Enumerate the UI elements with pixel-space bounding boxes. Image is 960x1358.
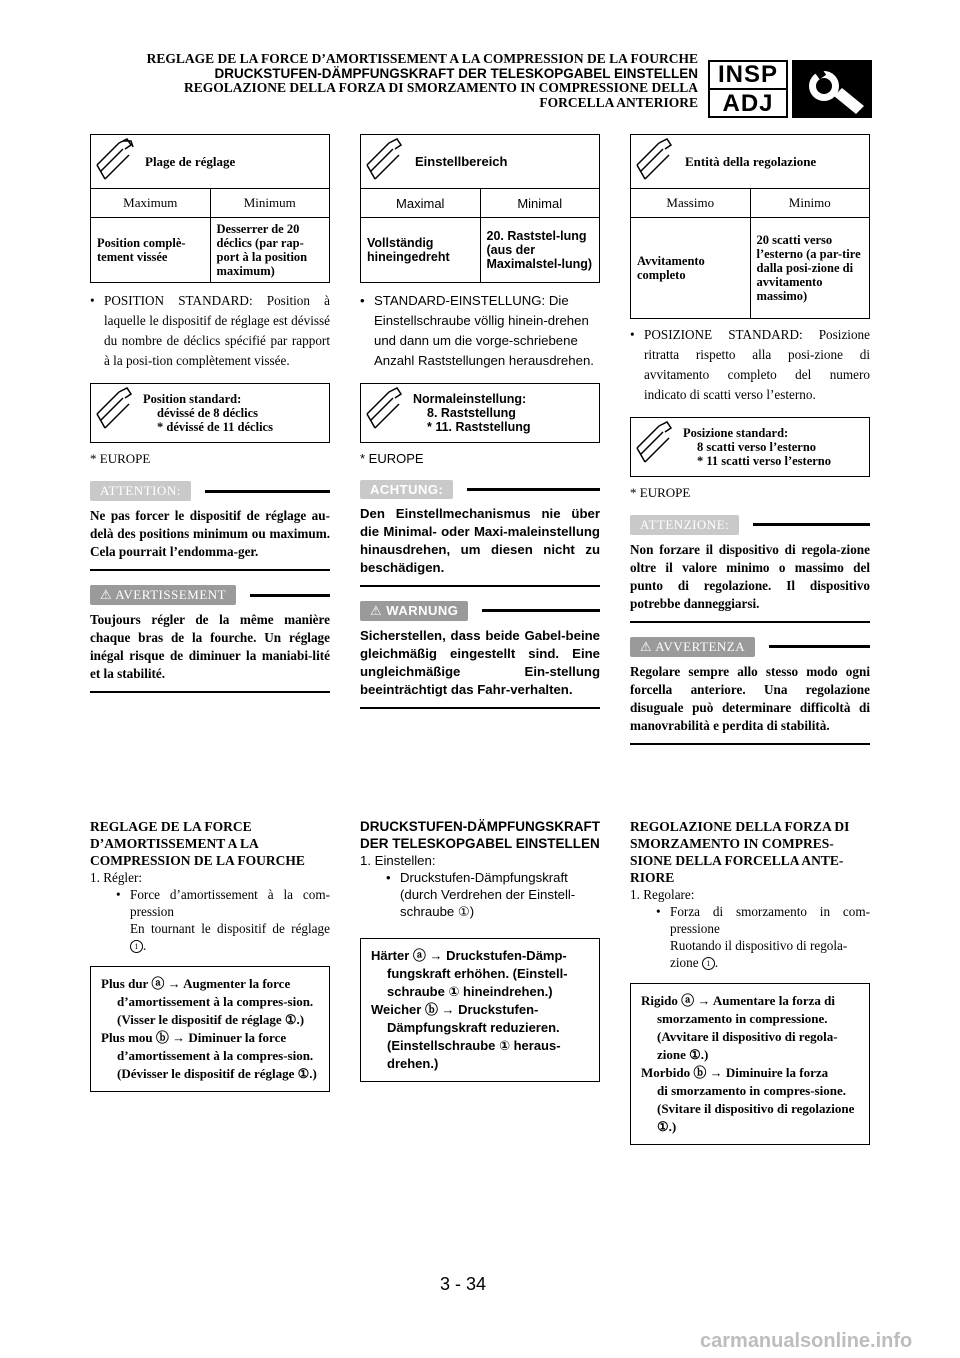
adjuster-marker: 1: [130, 940, 143, 953]
max-value: Position complè-tement vissée: [97, 236, 186, 264]
warning-text: Toujours régler de la même manière chaque bras de la fourche. Un réglage inégal risque de diminuer la maniabi-lité et la stabilité.: [90, 612, 330, 681]
watermark: carmanualsonline.info: [700, 1330, 913, 1352]
header-title-de: DRUCKSTUFEN-DÄMPFUNGSKRAFT DER TELESKOPGABEL EINSTELLEN: [214, 65, 698, 81]
box-line-2: Plus mou ⓑ → Diminuer la force: [101, 1030, 287, 1045]
std-value-1: 8. Raststellung: [427, 405, 516, 420]
spec-table-it: [630, 134, 870, 319]
header-title-it-1: REGOLAZIONE DELLA FORZA DI SMORZAMENTO IN COMPRESSIONE DELLA: [184, 80, 698, 95]
section-title: REGLAGE DE LA FORCE D’AMORTISSEMENT A LA COMPRESSION DE LA FOURCHE: [90, 819, 305, 868]
box-line-1: Plus dur ⓐ → Augmenter la force: [101, 976, 291, 991]
procedure-fr: REGLAGE DE LA FORCE D’AMORTISSEMENT A LA COMPRESSION DE LA FOURCHE 1. Régler: • Force d’amortissement à la com-pression En tournant le dispositif de réglage 1 . Plus dur ⓐ → Augmenter la force d’amortissement à la compres-sion. (Visser le dispositif de réglage ①.) Plus mou ⓑ → Diminuer la force d’amortissement à la compres-sion. (Dévisser le dispositif de réglage ①.): [90, 818, 330, 1092]
min-value: Desserrer de 20 déclics (par rap-port à la position maximum): [210, 218, 329, 283]
warning-label: ⚠ AVERTISSEMENT: [90, 585, 236, 605]
spanner-icon: [361, 135, 411, 188]
spanner-icon: [91, 135, 141, 188]
europe-note: * EUROPE: [360, 450, 424, 466]
spanner-icon: [631, 418, 681, 476]
wrench-icon: [792, 60, 872, 118]
std-title: Posizione standard:: [683, 425, 789, 440]
col-min: Minimal: [480, 189, 599, 218]
insp-adj-badge: [708, 60, 788, 118]
step-detail: Ruotando il dispositivo di regola-zione: [670, 938, 848, 970]
std-title: Position standard:: [143, 392, 242, 406]
column-fr: Plage de réglage Maximum Minimum Position complè-tement vissée Desserrer de 20 déclics (par rap-port à la position maximum) • POSITION STANDARD: Position à laquelle le dispositif de réglage est dévissé du nombre de déclics spécifié par rapport à la posi-tion complètement vissée. Position standard: dévissé de 8 déclics * dévissé de 11 déclics * EUROPE ATTENTION: Ne pas forcer le dispositif de réglage au-delà des positions minimum ou maximum. Cela pourrait l’endomma-ger. ⚠ AVERTISSEMENT Toujours régler de la même manière chaque bras de la fourche. Un réglage inégal risque de diminuer la maniabi-lité et la stabilité.: [90, 134, 330, 693]
std-title: Normaleinstellung:: [413, 391, 527, 406]
page-header: [58, 52, 698, 110]
spec-title: Entità della regolazione: [685, 154, 817, 169]
step-label: 1. Einstellen:: [360, 853, 436, 868]
badge-adj: ADJ: [722, 90, 774, 117]
badge-insp: INSP: [710, 62, 786, 90]
adjust-box-it: [630, 983, 870, 1145]
section-title: REGOLAZIONE DELLA FORZA DI SMORZAMENTO IN COMPRES-SIONE DELLA FORCELLA ANTE-RIORE: [630, 819, 850, 885]
attention-label: ATTENZIONE:: [630, 515, 739, 535]
spec-title: Plage de réglage: [145, 154, 236, 169]
std-value-1: dévissé de 8 déclics: [157, 406, 259, 420]
warning-label: ⚠ AVVERTENZA: [630, 637, 755, 657]
std-value-2: * 11. Raststellung: [427, 419, 531, 434]
attention-text: Den Einstellmechanismus nie über die Minimal- oder Maxi-maleinstellung hinausdrehen, um diesen nicht zu beschädigen.: [360, 505, 600, 575]
standard-box-de: [360, 383, 600, 443]
spec-title: Einstellbereich: [415, 154, 508, 169]
col-max: Maximum: [91, 189, 210, 218]
step-bullet: Force d’amortissement à la com-pression: [130, 887, 330, 919]
step-label: 1. Régler:: [90, 870, 143, 885]
box-line-1: Härter ⓐ → Druckstufen-Dämp-: [371, 948, 567, 963]
standard-bullet: POSIZIONE STANDARD: Posizione ritratta rispetto alla posi-zione di avvitamento completo del numero indicato di scatti verso l’esterno.: [644, 326, 870, 402]
page-number: 3 - 34: [440, 1274, 487, 1294]
warning-label-text: AVERTISSEMENT: [115, 587, 227, 602]
max-value: Avvitamento completo: [637, 253, 705, 282]
adjuster-marker: 1: [702, 957, 715, 970]
box-line-2: Morbido ⓑ → Diminuire la forza: [641, 1065, 829, 1080]
col-min: Minimum: [210, 189, 329, 218]
min-value: 20 scatti verso l’esterno (a par-tire dalla posi-zione di avvitamento massimo): [750, 218, 869, 318]
std-value-1: 8 scatti verso l’esterno: [697, 439, 817, 454]
standard-box-it: [630, 417, 870, 477]
box-line-2b: d’amortissement à la compres-sion. (Dévisser le dispositif de réglage ①.): [117, 1048, 317, 1081]
standard-bullet: STANDARD-EINSTELLUNG: Die Einstellschraube völlig hinein-drehen und dann um die vorge-schriebene Anzahl Raststellungen herausdrehen.: [374, 292, 594, 368]
step-bullet: Druckstufen-Dämpfungskraft (durch Verdrehen der Einstell-schraube ①): [400, 870, 576, 919]
europe-note: * EUROPE: [630, 484, 691, 500]
min-value: 20. Raststel-lung (aus der Maximalstel-lung): [480, 218, 599, 282]
standard-bullet: POSITION STANDARD: Position à laquelle le dispositif de réglage est dévissé du nombre de déclics spécifié par rapport à la posi-tion complètement vissée.: [104, 293, 330, 368]
spec-table-fr: [90, 134, 330, 283]
attention-label: ACHTUNG:: [360, 480, 453, 499]
spec-table-de: [360, 134, 600, 283]
spanner-icon: [361, 384, 411, 442]
box-line-2: Weicher ⓑ → Druckstufen-: [371, 1002, 539, 1017]
box-line-2b: Dämpfungskraft reduzieren. (Einstellschraube ① heraus-drehen.): [387, 1020, 561, 1071]
attention-text: Ne pas forcer le dispositif de réglage au-delà des positions minimum ou maximum. Cela pourrait l’endomma-ger.: [90, 508, 330, 559]
warning-text: Regolare sempre allo stesso modo ogni forcella anteriore. Una regolazione disuguale può determinare difficoltà di manovrabilità e perdita di stabilità.: [630, 663, 870, 733]
warning-label: ⚠ WARNUNG: [360, 601, 468, 621]
std-value-2: * 11 scatti verso l’esterno: [697, 453, 831, 468]
step-bullet: Forza di smorzamento in com-pressione: [670, 904, 870, 936]
std-value-2: * dévissé de 11 déclics: [157, 420, 273, 434]
procedure-it: REGOLAZIONE DELLA FORZA DI SMORZAMENTO IN COMPRES-SIONE DELLA FORCELLA ANTE-RIORE 1. Regolare: • Forza di smorzamento in com-pressione Ruotando il dispositivo di regola-zione 1 . Rigido ⓐ → Aumentare la forza di smorzamento in compressione. (Avvitare il dispositivo di regola-zione ①.) Morbido ⓑ → Diminuire la forza di smorzamento in compres-sione. (Svitare il dispositivo di regolazione ①.): [630, 818, 870, 1145]
warning-text: Sicherstellen, dass beide Gabel-beine gleichmäßig eingestellt sind. Eine ungleichmäßige Ein-stellung beeinträchtigt das Fahr-verhalten.: [360, 627, 600, 697]
col-max: Maximal: [361, 189, 480, 218]
warning-label-text: WARNUNG: [386, 602, 459, 618]
box-line-2b: di smorzamento in compres-sione. (Svitare il dispositivo di regolazione ①.): [657, 1083, 855, 1134]
box-line-1b: fungskraft erhöhen. (Einstell-schraube ① hineindrehen.): [387, 966, 568, 999]
col-max: Massimo: [631, 189, 750, 218]
spanner-icon: [631, 135, 681, 188]
header-title-it-2: FORCELLA ANTERIORE: [539, 94, 698, 110]
europe-note: * EUROPE: [90, 451, 151, 466]
step-detail: En tournant le dispositif de réglage: [130, 921, 330, 936]
adjust-box-de: [360, 938, 600, 1082]
step-label: 1. Regolare:: [630, 887, 695, 902]
box-line-1b: smorzamento in compressione. (Avvitare il dispositivo di regola-zione ①.): [657, 1011, 838, 1062]
adjust-box-fr: [90, 966, 330, 1092]
column-de: Einstellbereich Maximal Minimal Vollständig hineingedreht 20. Raststel-lung (aus der Maximalstel-lung) • STANDARD-EINSTELLUNG: Die Einstellschraube völlig hinein-drehen und dann um die vorge-schriebene Anzahl Raststellungen herausdrehen. Normaleinstellung: 8. Raststellung * 11. Raststellung * EUROPE ACHTUNG: Den Einstellmechanismus nie über die Minimal- oder Maxi-maleinstellung hinausdrehen, um diesen nicht zu beschädigen. ⚠ WARNUNG Sicherstellen, dass beide Gabel-beine gleichmäßig eingestellt sind. Eine ungleichmäßige Ein-stellung beeinträchtigt das Fahr-verhalten.: [360, 134, 600, 709]
spanner-icon: [91, 384, 141, 442]
column-it: Entità della regolazione Massimo Minimo Avvitamento completo 20 scatti verso l’esterno (a par-tire dalla posi-zione di avvitamento massimo) • POSIZIONE STANDARD: Posizione ritratta rispetto alla posi-zione di avvitamento completo del numero indicato di scatti verso l’esterno. Posizione standard: 8 scatti verso l’esterno * 11 scatti verso l’esterno * EUROPE ATTENZIONE: Non forzare il dispositivo di regola-zione oltre il valore minimo o massimo del punto di regolazione. Il dispositivo potrebbe danneggiarsi. ⚠ AVVERTENZA Regolare sempre allo stesso modo ogni forcella anteriore. Una regolazione disuguale può determinare difficoltà di manovrabilità e perdita di stabilità.: [630, 134, 870, 745]
header-title-fr: REGLAGE DE LA FORCE D’AMORTISSEMENT A LA COMPRESSION DE LA FOURCHE: [146, 51, 698, 66]
max-value: Vollständig hineingedreht: [367, 235, 450, 264]
warning-label-text: AVVERTENZA: [655, 638, 746, 654]
box-line-1: Rigido ⓐ → Aumentare la forza di: [641, 993, 836, 1008]
col-min: Minimo: [750, 189, 869, 218]
box-line-1b: d’amortissement à la compres-sion. (Visser le dispositif de réglage ①.): [117, 994, 314, 1027]
section-title: DRUCKSTUFEN-DÄMPFUNGSKRAFT DER TELESKOPGABEL EINSTELLEN: [360, 819, 600, 851]
attention-text: Non forzare il dispositivo di regola-zione oltre il valore minimo o massimo del punto di regolazione. Il dispositivo potrebbe danneggiarsi.: [630, 541, 870, 611]
attention-label: ATTENTION:: [90, 481, 191, 501]
procedure-de: DRUCKSTUFEN-DÄMPFUNGSKRAFT DER TELESKOPGABEL EINSTELLEN 1. Einstellen: • Druckstufen-Dämpfungskraft (durch Verdrehen der Einstell-schraube ①) Härter ⓐ → Druckstufen-Dämp- fungskraft erhöhen. (Einstell-schraube ① hineindrehen.) Weicher ⓑ → Druckstufen- Dämpfungskraft reduzieren. (Einstellschraube ① heraus-drehen.): [360, 818, 600, 1082]
standard-box-fr: [90, 383, 330, 443]
